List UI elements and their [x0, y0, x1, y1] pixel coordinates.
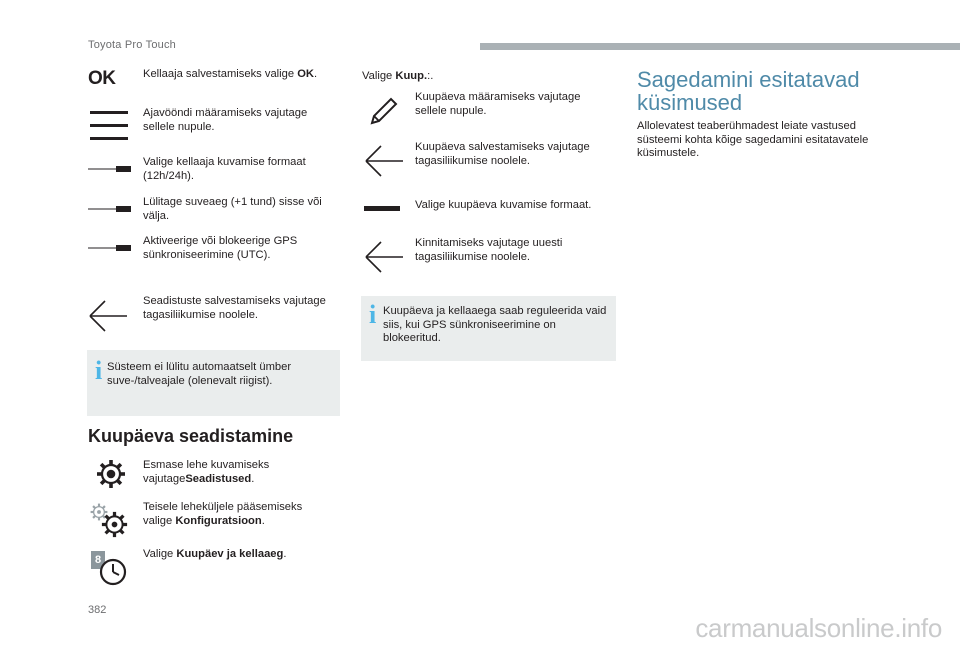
gear-icon	[96, 459, 126, 489]
row-text: Aktiveerige või blokeerige GPS sünkroniseerimine (UTC).	[143, 235, 298, 261]
page-number: 382	[88, 604, 107, 616]
row-text: Lülitage suveaeg (+1 tund) sisse või välja.	[143, 196, 322, 222]
row-text: Kuupäeva määramiseks vajutage sellele nupule.	[415, 91, 581, 117]
running-header: Toyota Pro Touch	[88, 39, 176, 51]
row-text: Esmase lehe kuvamiseks vajutageSeadistused.	[143, 459, 270, 485]
toggle-icon	[88, 244, 132, 252]
row-date-format	[362, 199, 616, 213]
faq-body: Allolevatest teaberühmadest leiate vastused süsteemi kohta kõige sagedamini esitatavatele küsimustele.	[637, 120, 869, 160]
row-timezone	[88, 107, 338, 134]
watermark: carmanualsonline.info	[695, 613, 942, 643]
row-text: Kellaaja salvestamiseks valige OK.	[143, 68, 318, 80]
back-arrow-icon	[88, 299, 128, 333]
row-save-time	[88, 68, 338, 89]
info-icon: i	[95, 356, 103, 385]
note-text: Süsteem ei lülitu automaatselt ümber suve-/talveajale (olenevalt riigist).	[107, 361, 292, 387]
row-text: Kuupäeva salvestamiseks vajutage tagasiliikumise noolele.	[415, 141, 590, 167]
toggle-icon	[88, 205, 132, 213]
info-note	[361, 296, 616, 361]
row-text: Valige kuupäeva kuvamise formaat.	[415, 199, 592, 211]
row-text: Kinnitamiseks vajutage uuesti tagasiliikumise noolele.	[415, 237, 563, 263]
gears-icon	[88, 501, 128, 539]
header-bar	[480, 43, 960, 50]
back-arrow-icon	[364, 144, 404, 178]
pencil-icon	[368, 95, 400, 127]
ok-icon: OK	[88, 68, 116, 89]
row-dst	[88, 196, 338, 223]
row-confirm	[362, 237, 616, 264]
back-arrow-icon	[364, 240, 404, 274]
info-note	[87, 350, 340, 416]
step-configuration	[88, 501, 338, 528]
column-intro: Valige Kuup.:.	[362, 70, 434, 82]
row-text: Teisele leheküljele pääsemiseks valige Konfiguratsioon.	[143, 501, 303, 527]
row-text: Valige kellaaja kuvamise formaat (12h/24h).	[143, 156, 306, 182]
step-date-time	[88, 546, 338, 566]
note-text: Kuupäeva ja kellaaega saab reguleerida vaid siis, kui GPS sünkroniseerimine on blokeeritud.	[383, 305, 607, 345]
section-title: Kuupäeva seadistamine	[88, 426, 294, 446]
row-text: Valige Kuupäev ja kellaaeg.	[143, 548, 287, 560]
row-text: Ajavööndi määramiseks vajutage sellele nupule.	[143, 107, 308, 133]
row-time-format	[88, 156, 338, 183]
faq-title: Sagedamini esitatavad küsimused	[637, 67, 860, 115]
row-save-date	[362, 141, 616, 168]
menu-icon	[90, 111, 128, 141]
page-badge: 8	[91, 551, 105, 569]
row-gps	[88, 235, 338, 262]
bar-icon	[364, 206, 400, 212]
row-set-date	[362, 91, 616, 118]
info-icon: i	[369, 300, 377, 329]
step-settings	[88, 459, 338, 486]
toggle-icon	[88, 165, 132, 173]
clock-icon	[88, 546, 128, 588]
row-text: Seadistuste salvestamiseks vajutage tagasiliikumise noolele.	[143, 295, 326, 321]
row-save-settings	[88, 295, 338, 322]
